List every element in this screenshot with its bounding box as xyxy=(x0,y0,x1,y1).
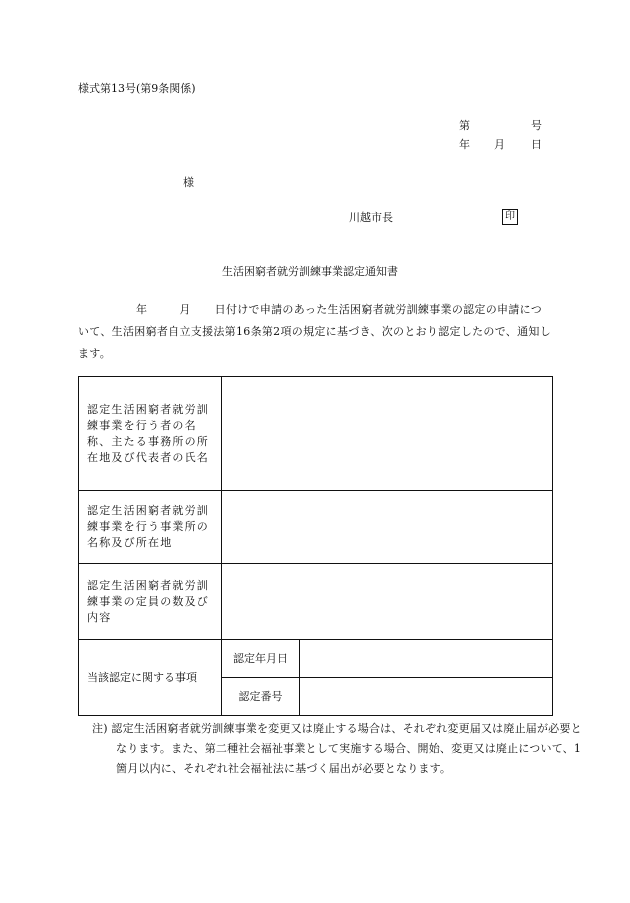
cert-number-value-cell xyxy=(300,678,553,716)
body-text: 付けで申請のあった生活困窮者就労訓練事業の認定の申請について、生活困窮者自立支援法第16条第2項の規定に基づき、次のとおり認定したので、通知します。 xyxy=(78,303,552,360)
sub-label-cert-number: 認定番号 xyxy=(222,678,300,716)
date-year-label: 年 xyxy=(459,138,470,151)
table-row xyxy=(79,377,553,491)
table-row xyxy=(79,640,553,678)
cert-date-value-cell xyxy=(300,640,553,678)
table-row xyxy=(79,491,553,564)
date-day-label: 日 xyxy=(531,138,542,151)
row-label-capacity: 認定生活困窮者就労訓練事業の定員の数及び内容 xyxy=(79,564,222,640)
row-label-office: 認定生活困窮者就労訓練事業を行う事業所の名称及び所在地 xyxy=(79,491,222,564)
row-label-operator: 認定生活困窮者就労訓練事業を行う者の名称、主たる事務所の所在地及び代表者の氏名 xyxy=(79,377,222,491)
office-value-cell xyxy=(222,491,553,564)
document-number-suffix: 号 xyxy=(531,119,542,132)
seal-stamp: 印 xyxy=(502,209,518,225)
row-label-related-matters: 当該認定に関する事項 xyxy=(79,640,222,716)
body-day-label: 日 xyxy=(214,303,226,316)
sub-label-cert-date: 認定年月日 xyxy=(222,640,300,678)
document-title: 生活困窮者就労訓練事業認定通知書 xyxy=(222,265,398,278)
certification-details-table xyxy=(78,376,553,716)
notification-body xyxy=(78,299,552,365)
addressee-honorific: 様 xyxy=(183,176,194,189)
body-month-label: 月 xyxy=(179,303,191,316)
issuer-name: 川越市長 xyxy=(349,211,393,224)
form-number-label: 様式第13号(第9条関係) xyxy=(78,82,196,95)
capacity-value-cell xyxy=(222,564,553,640)
table-row xyxy=(79,564,553,640)
operator-value-cell xyxy=(222,377,553,491)
document-number-prefix: 第 xyxy=(459,119,470,132)
footnote: 注) 認定生活困窮者就労訓練事業を変更又は廃止する場合は、それぞれ変更届又は廃止届が必要となります。また、第二種社会福祉事業として実施する場合、開始、変更又は廃止について、1箇月以内に、それぞれ社会福祉法に基づく届出が必要となります。 xyxy=(92,722,582,775)
date-month-label: 月 xyxy=(494,138,505,151)
body-year-label: 年 xyxy=(136,303,148,316)
